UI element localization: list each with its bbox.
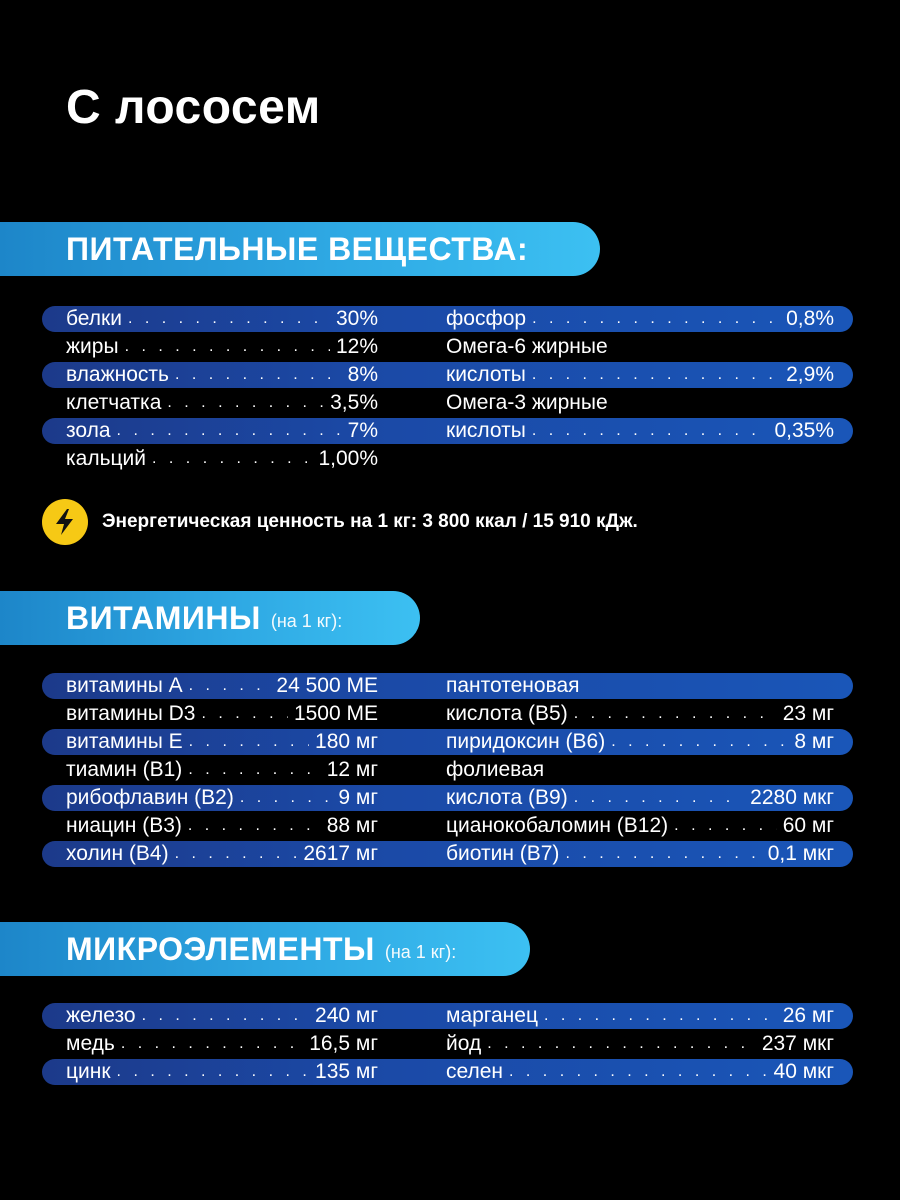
dot-leader [202, 706, 288, 728]
minerals-left-row [66, 1030, 378, 1058]
nutrients-left-row [66, 333, 378, 361]
dot-leader [175, 367, 342, 389]
vitamins-right-row [446, 840, 834, 868]
item-value: 0,1 мкг [767, 842, 834, 865]
item-value: 8 мг [794, 730, 834, 753]
dot-leader [128, 311, 330, 333]
vitamins-left-row [66, 728, 378, 756]
vitamins-left-row [66, 756, 378, 784]
dot-leader [125, 339, 330, 361]
energy-value-line [42, 498, 638, 546]
item-label: Омега-6 жирные [446, 335, 608, 358]
dot-leader [117, 1064, 309, 1086]
item-value: 8% [347, 363, 378, 386]
dot-leader [152, 451, 312, 473]
item-label: фосфор [446, 307, 527, 330]
dot-leader [611, 734, 788, 756]
minerals-right-row [446, 1002, 834, 1030]
item-value: 12% [335, 335, 378, 358]
item-label: тиамин (В1) [66, 758, 183, 781]
item-label: йод [446, 1032, 482, 1055]
item-value: 26 мг [782, 1004, 834, 1027]
dot-leader [240, 790, 333, 812]
minerals-subtitle: (на 1 кг): [384, 941, 457, 962]
item-label: витамины Е [66, 730, 183, 753]
item-label: кальций [66, 447, 147, 470]
item-label: кислоты [446, 363, 526, 386]
dot-leader [674, 818, 777, 840]
item-value: 24 500 МЕ [276, 674, 378, 697]
vitamins-left-row [66, 672, 378, 700]
vitamins-subtitle: (на 1 кг): [270, 610, 343, 631]
item-label: цианокобаломин (В12) [446, 814, 669, 837]
item-label: кислота (В5) [446, 702, 568, 725]
vitamins-banner [0, 591, 420, 645]
dot-leader [532, 367, 780, 389]
dot-leader [189, 678, 271, 700]
nutrients-left-row [66, 417, 378, 445]
minerals-right-row [446, 1030, 834, 1058]
nutrients-left-row [66, 389, 378, 417]
minerals-right-row [446, 1058, 834, 1086]
nutrients-title: ПИТАТЕЛЬНЫЕ ВЕЩЕСТВА: [66, 230, 529, 267]
dot-leader [121, 1036, 303, 1058]
nutrients-right-row [446, 333, 834, 361]
nutrients-left-row [66, 361, 378, 389]
item-value: 2280 мкг [750, 786, 834, 809]
item-value: 237 мкг [761, 1032, 834, 1055]
vitamins-left-row [66, 784, 378, 812]
item-value: 2,9% [786, 363, 834, 386]
item-label: биотин (В7) [446, 842, 560, 865]
nutrients-left-row [66, 445, 378, 473]
dot-leader [188, 762, 320, 784]
item-value: 135 мг [315, 1060, 378, 1083]
item-label: влажность [66, 363, 169, 386]
item-label: пиридоксин (В6) [446, 730, 606, 753]
dot-leader [509, 1064, 768, 1086]
dot-leader [544, 1008, 777, 1030]
vitamins-right-row [446, 756, 834, 784]
vitamins-left-row [66, 812, 378, 840]
item-value: 60 мг [782, 814, 834, 837]
item-label: витамины А [66, 674, 183, 697]
vitamins-title: ВИТАМИНЫ [66, 599, 261, 636]
item-label: кислоты [446, 419, 526, 442]
dot-leader [142, 1008, 309, 1030]
item-label: холин (В4) [66, 842, 169, 865]
dot-leader [167, 395, 324, 417]
nutrients-right-row [446, 305, 834, 333]
item-value: 3,5% [330, 391, 378, 414]
energy-text: Энергетическая ценность на 1 кг: 3 800 ккал / 15 910 кДж. [102, 511, 638, 532]
dot-leader [188, 818, 321, 840]
dot-leader [189, 734, 309, 756]
item-label: Омега-3 жирные [446, 391, 608, 414]
nutrients-banner [0, 222, 600, 276]
item-label: марганец [446, 1004, 538, 1027]
item-label: жиры [66, 335, 119, 358]
item-label: пантотеновая [446, 674, 580, 697]
dot-leader [574, 706, 777, 728]
item-label: железо [66, 1004, 136, 1027]
nutrients-right-row [446, 417, 834, 445]
item-label: фолиевая [446, 758, 545, 781]
vitamins-right-row [446, 728, 834, 756]
item-label: рибофлавин (В2) [66, 786, 234, 809]
item-value: 2617 мг [303, 842, 378, 865]
dot-leader [565, 846, 761, 868]
minerals-left-row [66, 1058, 378, 1086]
item-value: 23 мг [782, 702, 834, 725]
item-value: 7% [347, 419, 378, 442]
vitamins-right-row [446, 784, 834, 812]
item-label: клетчатка [66, 391, 162, 414]
item-value: 9 мг [338, 786, 378, 809]
item-value: 180 мг [315, 730, 378, 753]
dot-leader [487, 1036, 756, 1058]
vitamins-right-row [446, 812, 834, 840]
item-value: 240 мг [315, 1004, 378, 1027]
dot-leader [175, 846, 298, 868]
item-label: цинк [66, 1060, 111, 1083]
item-value: 12 мг [326, 758, 378, 781]
item-value: 1,00% [318, 447, 378, 470]
item-label: кислота (В9) [446, 786, 568, 809]
minerals-banner [0, 922, 530, 976]
item-value: 0,35% [774, 419, 834, 442]
item-label: зола [66, 419, 111, 442]
nutrients-right-row [446, 361, 834, 389]
nutrients-right-row [446, 389, 834, 417]
item-value: 16,5 мг [309, 1032, 378, 1055]
item-value: 88 мг [326, 814, 378, 837]
dot-leader [532, 311, 780, 333]
nutrients-left-row [66, 305, 378, 333]
dot-leader [117, 423, 342, 445]
item-label: селен [446, 1060, 504, 1083]
vitamins-left-row [66, 840, 378, 868]
minerals-title: МИКРОЭЛЕМЕНТЫ [66, 930, 375, 967]
item-value: 40 мкг [773, 1060, 834, 1083]
item-label: белки [66, 307, 122, 330]
dot-leader [532, 423, 769, 445]
item-label: витамины D3 [66, 702, 196, 725]
vitamins-right-row [446, 672, 834, 700]
item-label: медь [66, 1032, 115, 1055]
minerals-left-row [66, 1002, 378, 1030]
vitamins-right-row [446, 700, 834, 728]
item-value: 0,8% [786, 307, 834, 330]
page-title: С лососем [66, 81, 321, 134]
vitamins-left-row [66, 700, 378, 728]
item-value: 1500 МЕ [293, 702, 378, 725]
item-value: 30% [335, 307, 378, 330]
lightning-icon [42, 499, 88, 545]
item-label: ниацин (В3) [66, 814, 182, 837]
dot-leader [574, 790, 744, 812]
